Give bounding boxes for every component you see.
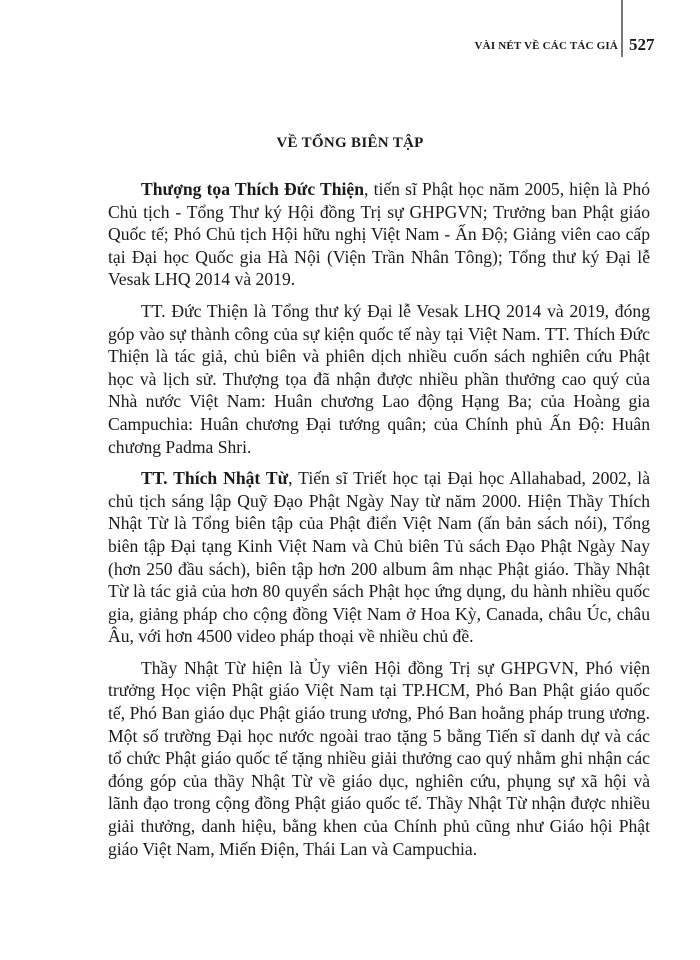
section-title: VỀ TỔNG BIÊN TẬP (276, 135, 424, 151)
paragraph-text: , Tiến sĩ Triết học tại Đại học Allahabad, 2002, là chủ tịch sáng lập Quỹ Đạo Phật Ngày Nay từ năm 2000. Hiện Thầy Thích Nhật Từ là Tổng biên tập của Phật điển Việt Nam (ấn bản sách nói), Tổng biên tập Đại tạng Kinh Việt Nam và Chủ biên Tủ sách Đạo Phật Ngày Nay (hơn 250 đầu sách), biên tập hơn 200 album âm nhạc Phật giáo. Thầy Nhật Từ là tác giả của hơn 80 quyển sách Phật học ứng dụng, du hành nhiều quốc gia, giảng pháp cho cộng đồng Việt Nam ở Hoa Kỳ, Canada, châu Úc, châu Âu, với hơn 4500 video pháp thoại về nhiều chủ đề. (108, 468, 650, 647)
header-divider (621, 0, 623, 57)
body-text (108, 178, 650, 869)
paragraph-lead: TT. Thích Nhật Từ (141, 468, 289, 489)
page-number: 527 (629, 35, 655, 54)
paragraph-text: , tiến sĩ Phật học năm 2005, hiện là Phó Chủ tịch - Tổng Thư ký Hội đồng Trị sự GHPGVN; Trưởng ban Phật giáo Quốc tế; Phó Chủ tịch Hội hữu nghị Việt Nam - Ấn Độ; Giảng viên cao cấp tại Đại học Quốc gia Hà Nội (Viện Trần Nhân Tông); Tổng thư ký Đại lễ Vesak LHQ 2014 và 2019. (108, 179, 651, 290)
paragraph-text: TT. Đức Thiện là Tổng thư ký Đại lễ Vesak LHQ 2014 và 2019, đóng góp vào sự thành công của sự kiện quốc tế này tại Việt Nam. TT. Thích Đức Thiện là tác giả, chủ biên và phiên dịch nhiều cuốn sách nghiên cứu Phật học và lịch sử. Thượng tọa đã nhận được nhiều phần thưởng cao quý của Nhà nước Việt Nam: Huân chương Lao động Hạng Ba; của Hoàng gia Campuchia: Huân chương Đại tướng quân; của Chính phủ Ấn Độ: Huân chương Padma Shri. (108, 300, 650, 457)
running-header: VÀI NÉT VỀ CÁC TÁC GIẢ (474, 40, 618, 52)
paragraph (108, 300, 650, 458)
paragraph (108, 467, 650, 648)
paragraph-lead: Thượng tọa Thích Đức Thiện (141, 179, 364, 199)
paragraph (108, 178, 650, 291)
paragraph-text: Thầy Nhật Từ hiện là Ủy viên Hội đồng Trị sự GHPGVN, Phó viện trưởng Học viện Phật giáo Việt Nam tại TP.HCM, Phó Ban Phật giáo quốc tế, Phó Ban giáo dục Phật giáo trung ương, Phó Ban hoằng pháp trung ương. Một số trường Đại học nước ngoài trao tặng 5 bằng Tiến sĩ danh dự và các tổ chức Phật giáo quốc tế tặng nhiều giải thưởng cao quý nhằm ghi nhận các đóng góp của thầy Nhật Từ về giáo dục, nghiên cứu, phụng sự xã hội và lãnh đạo trong cộng đồng Phật giáo quốc tế. Thầy Nhật Từ nhận được nhiều giải thưởng, danh hiệu, bằng khen của Chính phủ cũng như Giáo hội Phật giáo Việt Nam, Miến Điện, Thái Lan và Campuchia. (108, 657, 650, 859)
paragraph (108, 657, 650, 860)
